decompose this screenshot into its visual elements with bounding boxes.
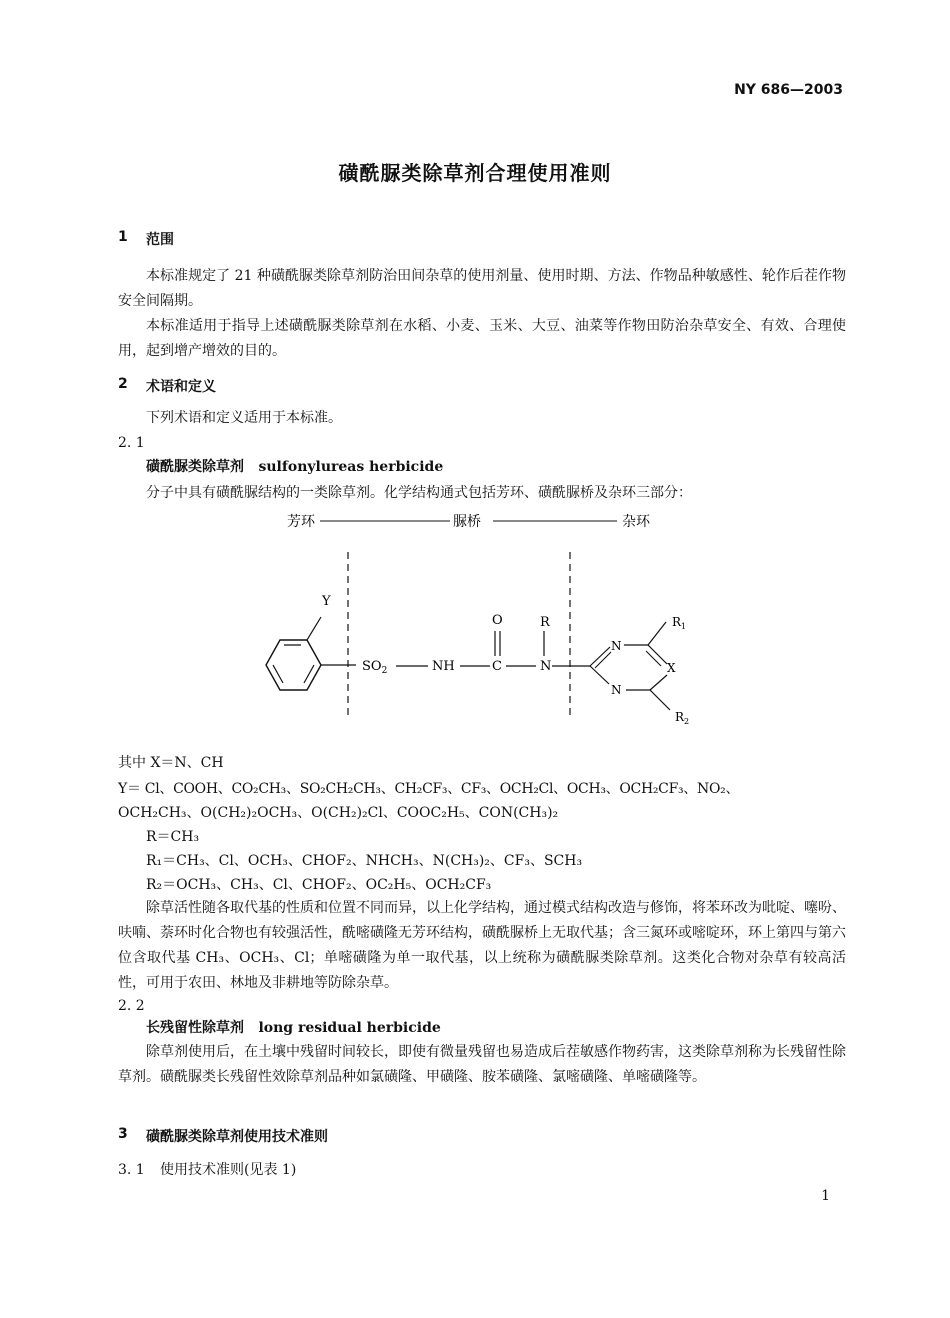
so2-group: $SO_2$: [362, 659, 388, 676]
term-2-2-paragraph: 除草剂使用后，在土壤中残留时间较长，即使有微量残留也易造成后茬敏感作物药害，这类除草剂称为长残留性除草剂。磺酰脲类长残留性效除草剂品种如氯磺隆、甲磺隆、胺苯磺隆、氯嘧磺隆、单嘧磺隆等。: [118, 1044, 846, 1085]
term-2-2-name-en: long residual herbicide: [258, 1020, 441, 1036]
section-1-para-2: 本标准适用于指导上述磺酰脲类除草剂在水稻、小麦、玉米、大豆、油菜等作物田防治杂草安全、有效、合理使用，起到增产增效的目的。: [118, 318, 846, 359]
section-3-number: 3: [118, 1126, 128, 1142]
part-label-hetero: 杂环: [622, 514, 650, 530]
benzene-ring: [266, 640, 321, 690]
term-2-1-name-en: sulfonylureas herbicide: [258, 459, 444, 475]
part-label-aromatic: 芳环: [287, 514, 315, 530]
r2-bond: [650, 690, 670, 710]
sulfonylurea-structure-diagram: [0, 505, 950, 730]
ring-nitrogen-bottom: N: [611, 683, 622, 697]
carbonyl-oxygen: O: [492, 613, 503, 628]
formula-y-line-1: Y＝ Cl、COOH、CO₂CH₃、SO₂CH₂CH₃、CH₂CF₃、CF₃、OCH₂Cl、OCH₃、OCH₂CF₃、NO₂、: [118, 781, 740, 797]
formula-y-line-2: OCH₂CH₃、O(CH₂)₂OCH₃、O(CH₂)₂Cl、COOC₂H₅、CON(CH₃)₂: [118, 805, 559, 821]
page-title: 磺酰脲类除草剂合理使用准则: [338, 161, 612, 185]
section-2-intro: 下列术语和定义适用于本标准。: [146, 410, 342, 426]
substituent-r: R: [540, 615, 550, 630]
carbonyl-carbon: C: [492, 659, 502, 674]
r1-bond: [648, 622, 666, 645]
section-2-heading: 术语和定义: [146, 379, 216, 395]
formula-r2: R₂＝OCH₃、CH₃、Cl、CHOF₂、OC₂H₅、OCH₂CF₃: [146, 877, 492, 893]
section-3-heading: 磺酰脲类除草剂使用技术准则: [146, 1129, 328, 1145]
term-2-2-name-cn: 长残留性除草剂: [146, 1020, 244, 1036]
part-label-bridge: 脲桥: [453, 514, 481, 530]
section-3-1-heading: 使用技术准则(见表 1): [160, 1162, 297, 1178]
section-1-number: 1: [118, 229, 128, 245]
substituent-r2: $R_2$: [675, 710, 690, 726]
substituent-r1: $R_1$: [672, 615, 687, 631]
substituent-y: Y: [322, 594, 331, 609]
term-2-1-description: 分子中具有磺酰脲结构的一类除草剂。化学结构通式包括芳环、磺酰脲桥及杂环三部分：: [146, 485, 692, 501]
ring-nitrogen-top: N: [611, 639, 622, 653]
page-number: 1: [821, 1188, 830, 1204]
standard-number: NY 686—2003: [734, 82, 843, 98]
term-2-2-number: 2. 2: [118, 998, 145, 1014]
formula-r1: R₁＝CH₃、Cl、OCH₃、CHOF₂、NHCH₃、N(CH₃)₂、CF₃、SCH₃: [146, 853, 583, 869]
term-2-1-number: 2. 1: [118, 435, 145, 451]
nh-group: NH: [432, 659, 455, 674]
y-bond: [307, 617, 321, 640]
term-2-1-name-cn: 磺酰脲类除草剂: [146, 459, 244, 475]
section-1-para-1: 本标准规定了 21 种磺酰脲类除草剂防治田间杂草的使用剂量、使用时期、方法、作物品种敏感性、轮作后茬作物安全间隔期。: [118, 268, 846, 309]
term-2-1-paragraph: 除草活性随各取代基的性质和位置不同而异，以上化学结构，通过模式结构改造与修饰，将苯环改为吡啶、噻吩、呋喃、萘环时化合物也有较强活性，酰嘧磺隆无芳环结构，磺酰脲桥上无取代基；含三氮环或嘧啶环，环上第四与第六位含取代基 CH₃、OCH₃、Cl；单嘧磺隆为单一取代基，以上统称为磺酰脲类除草剂。这类化合物对杂草有较高活性，可用于农田、林地及非耕地等防除杂草。: [118, 900, 846, 991]
section-3-1-number: 3. 1: [118, 1162, 145, 1178]
ring-x: X: [667, 661, 676, 675]
formula-r: R＝CH₃: [146, 829, 200, 845]
section-1-heading: 范围: [146, 232, 174, 248]
formula-x: 其中 X＝N、CH: [118, 755, 224, 771]
amide-nitrogen: N: [540, 659, 552, 674]
section-2-number: 2: [118, 376, 128, 392]
